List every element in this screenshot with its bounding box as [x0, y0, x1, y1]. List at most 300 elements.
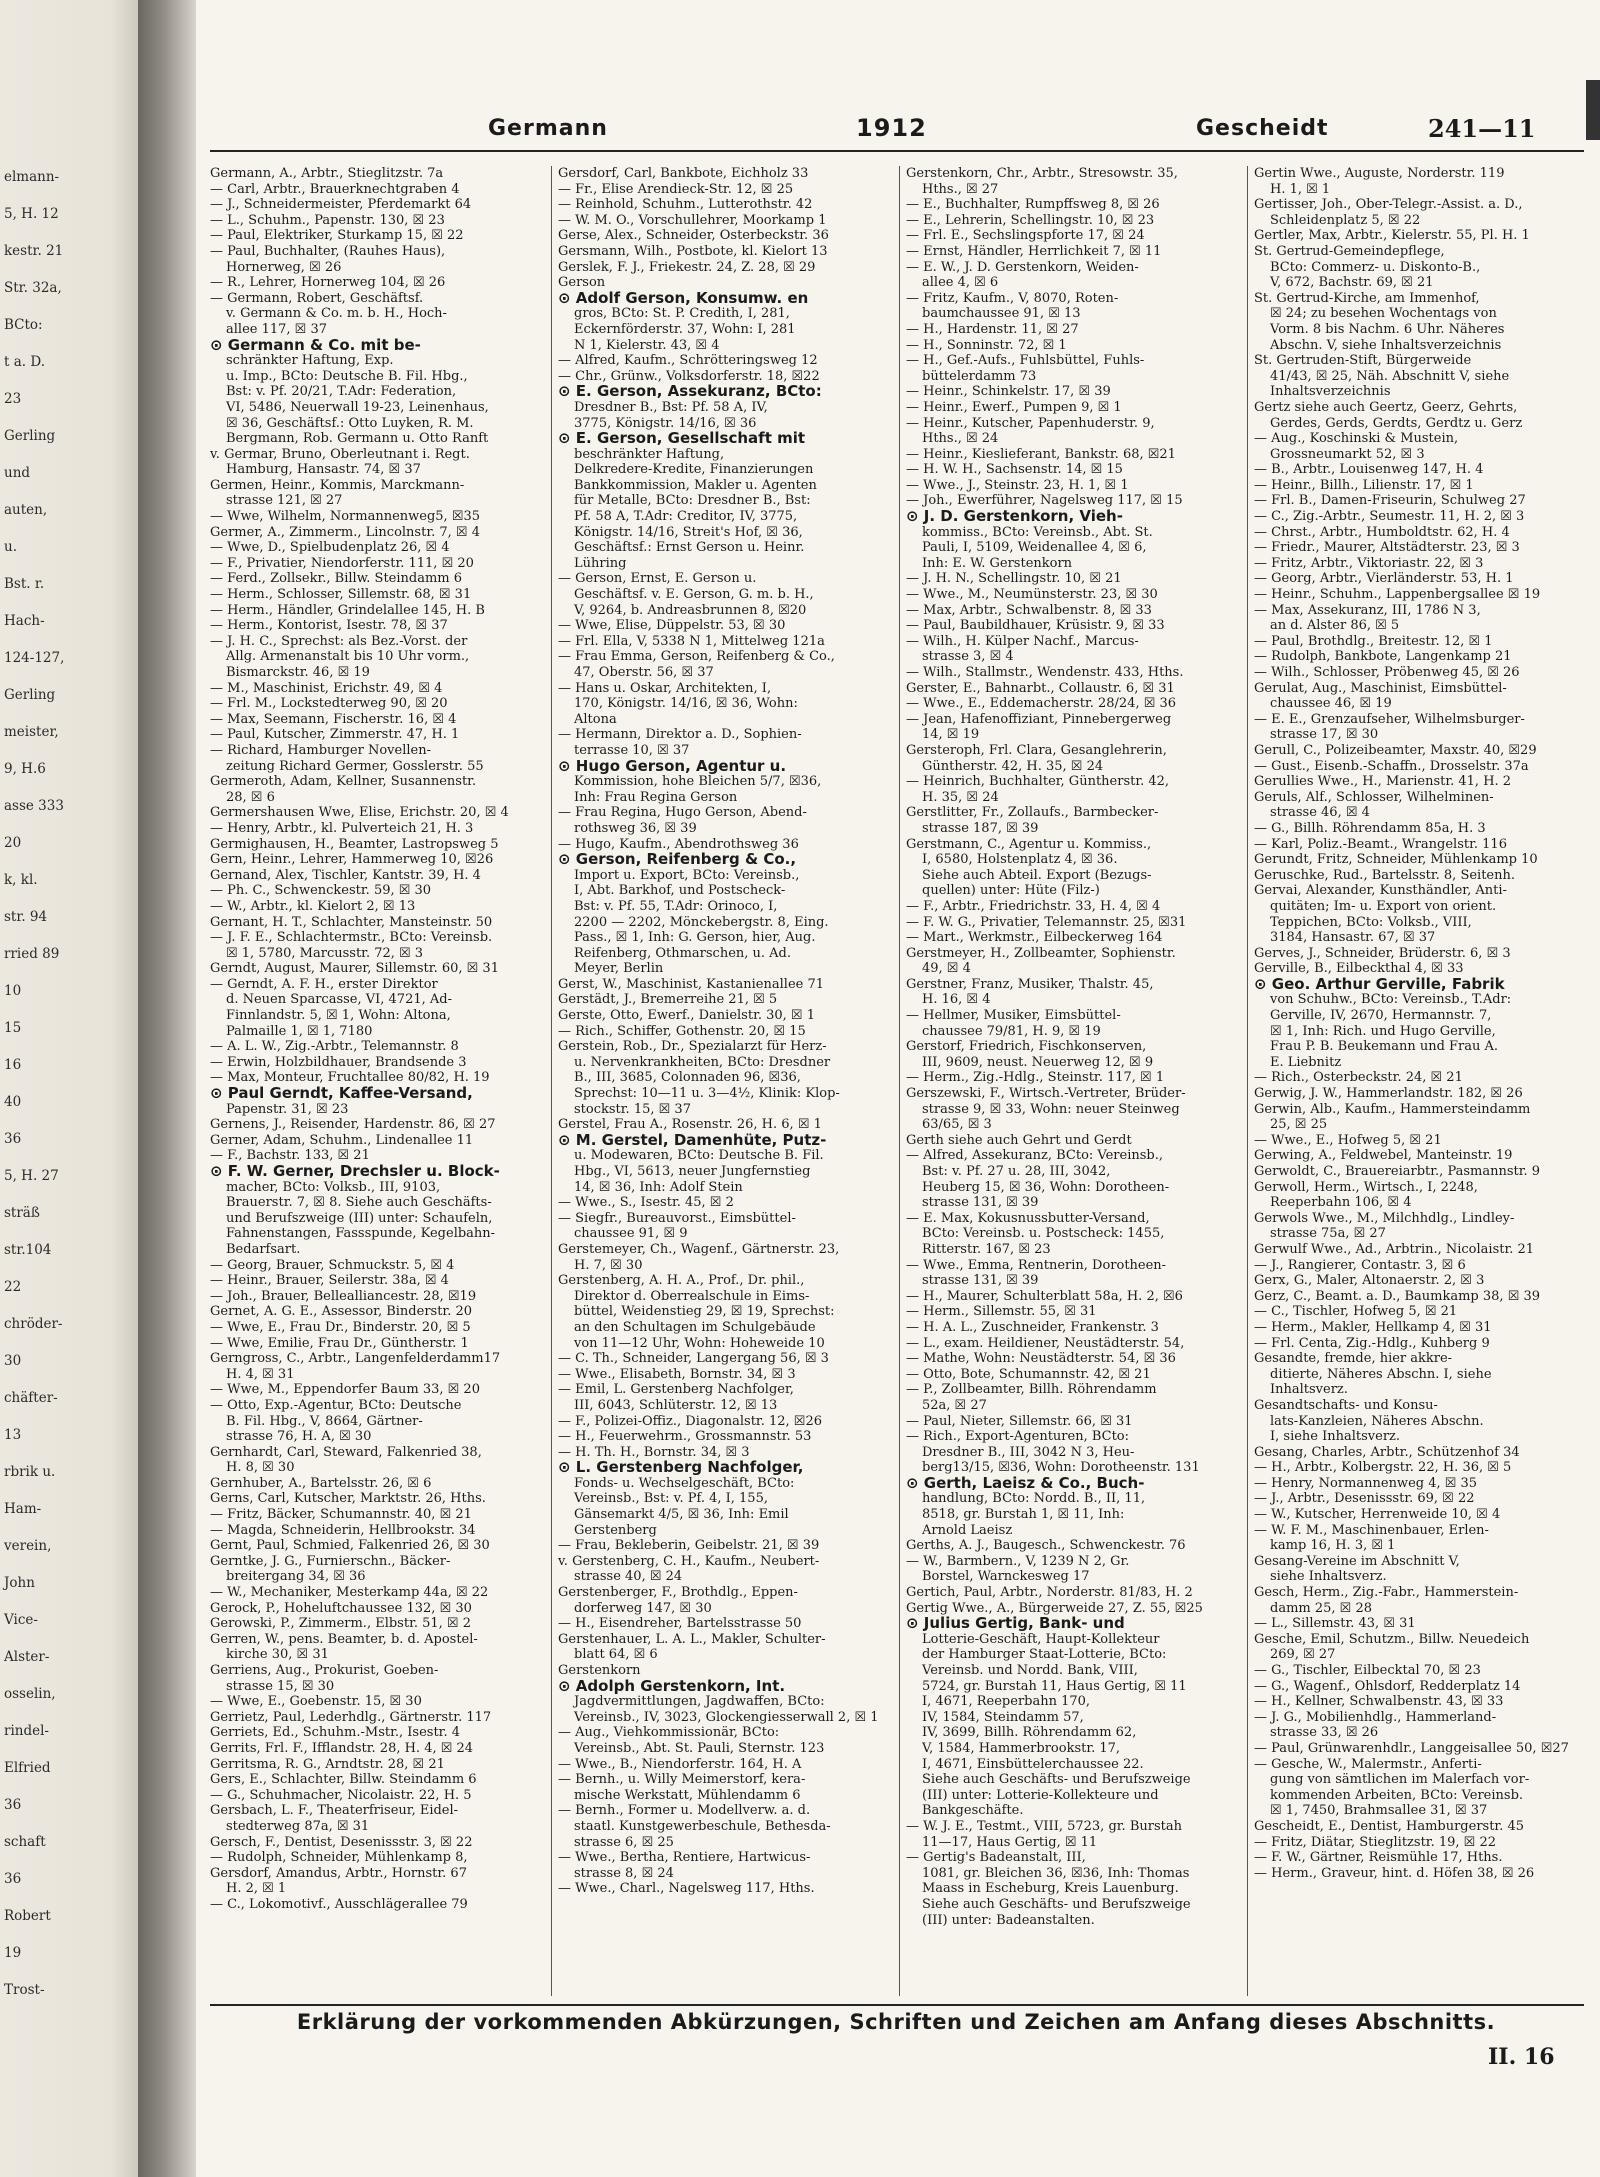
directory-entry: III, 9609, neust. Neuerweg 12, ☒ 9	[922, 1054, 1154, 1070]
directory-entry: strasse 17, ☒ 30	[1270, 727, 1379, 743]
previous-page-fragment: 20	[4, 835, 22, 851]
directory-entry: — Richard, Hamburger Novellen-	[210, 742, 431, 758]
header-rule	[210, 150, 1584, 152]
directory-entry: — Herm., Makler, Hellkamp 4, ☒ 31	[1254, 1319, 1492, 1335]
directory-entry: strasse 131, ☒ 39	[922, 1273, 1039, 1289]
directory-entry: an d. Alster 86, ☒ 5	[1270, 618, 1400, 634]
directory-entry: — Heinr., Ewerf., Pumpen 9, ☒ 1	[906, 399, 1122, 415]
directory-entry: IV, 1584, Steindamm 57,	[922, 1709, 1084, 1725]
directory-entry: Vorm. 8 bis Nachm. 6 Uhr. Näheres	[1270, 321, 1505, 337]
directory-entry: — Frau Emma, Gerson, Reifenberg & Co.,	[558, 649, 835, 665]
previous-page-fragment: rindel-	[4, 1723, 49, 1739]
previous-page-fragment: chröder-	[4, 1316, 63, 1332]
directory-entry: — Rich., Export-Agenturen, BCto:	[906, 1429, 1130, 1445]
directory-entry: — Heinr., Billh., Lilienstr. 17, ☒ 1	[1254, 477, 1474, 493]
column-4	[1254, 166, 1584, 1996]
directory-entry: — Friedr., Maurer, Altstädterstr. 23, ☒ 3	[1254, 540, 1520, 556]
directory-entry: V, 9264, b. Andreasbrunnen 8, ☒20	[574, 602, 807, 618]
directory-entry: — Max, Assekuranz, III, 1786 N 3,	[1254, 602, 1481, 618]
previous-page-fragment: 40	[4, 1094, 22, 1110]
directory-entry: H. 1, ☒ 1	[1270, 181, 1331, 197]
directory-entry: ⊙ E. Gerson, Assekuranz, BCto:	[558, 384, 822, 400]
directory-entry: Gesang, Charles, Arbtr., Schützenhof 34	[1254, 1444, 1520, 1460]
directory-entry: ⊙ M. Gerstel, Damenhüte, Putz-	[558, 1132, 827, 1149]
directory-entry: — Chrst., Arbtr., Humboldtstr. 62, H. 4	[1254, 524, 1510, 540]
directory-entry: — W., Mechaniker, Mesterkamp 44a, ☒ 22	[210, 1585, 489, 1601]
directory-entry: der Hamburger Staat-Lotterie, BCto:	[922, 1647, 1167, 1663]
directory-entry: Gerntke, J. G., Furnierschn., Bäcker-	[210, 1553, 451, 1569]
directory-entry: — Hugo, Kaufm., Abendrothsweg 36	[558, 836, 799, 852]
directory-entry: Gerulat, Aug., Maschinist, Eimsbüttel-	[1254, 680, 1507, 696]
directory-entry: — M., Maschinist, Erichstr. 49, ☒ 4	[210, 680, 443, 696]
directory-entry: an den Schultagen im Schulgebäude	[574, 1319, 816, 1335]
directory-entry: — Gerson, Ernst, E. Gerson u.	[558, 571, 757, 587]
directory-entry: u. Imp., BCto: Deutsche B. Fil. Hbg.,	[226, 368, 468, 384]
directory-entry: ⊙ Paul Gerndt, Kaffee-Versand,	[210, 1086, 473, 1102]
directory-entry: — Hermann, Direktor a. D., Sophien-	[558, 727, 802, 743]
directory-entry: — H., Arbtr., Kolbergstr. 22, H. 36, ☒ 5	[1254, 1460, 1512, 1476]
directory-entry: — Wwe, E., Frau Dr., Binderstr. 20, ☒ 5	[210, 1319, 471, 1335]
directory-entry: Vereinsb., Abt. St. Pauli, Sternstr. 123	[574, 1740, 825, 1756]
directory-entry: Hbg., VI, 5613, neuer Jungfernstieg	[574, 1164, 811, 1179]
directory-entry: Gertin Wwe., Auguste, Norderstr. 119	[1254, 166, 1505, 181]
directory-entry: Bismarckstr. 46, ☒ 19	[226, 665, 370, 680]
directory-entry: — Ernst, Händler, Herrlichkeit 7, ☒ 11	[906, 243, 1162, 259]
directory-entry: Dresdner B., III, 3042 N 3, Heu-	[922, 1444, 1135, 1460]
directory-entry: I, Abt. Barkhof, und Postscheck-	[574, 883, 786, 899]
previous-page-fragment: asse 333	[4, 798, 64, 814]
directory-entry: — Wwe., Emma, Rentnerin, Dorotheen-	[906, 1257, 1167, 1273]
directory-entry: — Rudolph, Schneider, Mühlenkamp 8,	[210, 1850, 468, 1866]
directory-entry: — Wwe., J., Steinstr. 23, H. 1, ☒ 1	[906, 477, 1129, 493]
directory-entry: — Fritz, Arbtr., Viktoriastr. 22, ☒ 3	[1254, 555, 1484, 571]
directory-entry: Dresdner B., Bst: Pf. 58 A, IV,	[574, 399, 768, 415]
directory-entry: — Paul, Elektriker, Sturkamp 15, ☒ 22	[210, 228, 464, 244]
directory-entry: IV, 3699, Billh. Röhrendamm 62,	[922, 1725, 1137, 1741]
directory-entry: baumchaussee 91, ☒ 13	[922, 306, 1081, 322]
directory-entry: 63/65, ☒ 3	[922, 1117, 992, 1133]
previous-page-fragment: John	[4, 1575, 35, 1591]
directory-entry: Gerstein, Rob., Dr., Spezialarzt für Herz-	[558, 1039, 827, 1055]
directory-entry: — Rich., Osterbeckstr. 24, ☒ 21	[1254, 1070, 1463, 1086]
directory-entry: — H., Maurer, Schulterblatt 58a, H. 2, ☒6	[906, 1288, 1183, 1304]
directory-entry: strasse 8, ☒ 24	[574, 1865, 674, 1881]
previous-page-fragment: 36	[4, 1131, 22, 1147]
directory-entry: strasse 131, ☒ 39	[922, 1195, 1039, 1211]
directory-entry: H. 4, ☒ 31	[226, 1366, 295, 1382]
directory-entry: Direktor d. Oberrealschule in Eims-	[574, 1288, 810, 1304]
directory-entry: VI, 5486, Neuerwall 19-23, Leinenhaus,	[226, 399, 489, 415]
directory-entry: — Otto, Exp.-Agentur, BCto: Deutsche	[210, 1397, 462, 1413]
directory-entry: Siehe auch Abteil. Export (Bezugs-	[922, 867, 1152, 883]
directory-entry: Siehe auch Geschäfts- und Berufszweige	[922, 1772, 1191, 1788]
directory-entry: H. 2, ☒ 1	[226, 1881, 287, 1897]
column-3	[906, 166, 1236, 1996]
directory-entry: — Paul, Kutscher, Zimmerstr. 47, H. 1	[210, 727, 460, 743]
directory-entry: — H. Th. H., Bornstr. 34, ☒ 3	[558, 1444, 750, 1460]
previous-page-fragment: 36	[4, 1797, 22, 1813]
directory-entry: Gerste, Otto, Ewerf., Danielstr. 30, ☒ 1	[558, 1008, 815, 1024]
directory-entry: Gerriets, Ed., Schuhm.-Mstr., Isestr. 4	[210, 1725, 460, 1741]
directory-entry: schränkter Haftung, Exp.	[226, 353, 394, 369]
directory-entry: — Aug., Koschinski & Mustein,	[1254, 431, 1459, 447]
directory-entry: Gerslek, F. J., Friekestr. 24, Z. 28, ☒ 29	[558, 259, 816, 275]
directory-entry: Gerstmann, C., Agentur u. Kommiss.,	[906, 836, 1152, 852]
previous-page-fragment: 124-127,	[4, 650, 65, 666]
directory-entry: 49, ☒ 4	[922, 961, 971, 977]
directory-entry: Gerwoll, Herm., Wirtsch., I, 2248,	[1254, 1179, 1478, 1195]
directory-entry: ☒ 36, Geschäftsf.: Otto Luyken, R. M.	[226, 415, 474, 431]
directory-page	[196, 0, 1600, 2177]
directory-entry: — F., Polizei-Offiz., Diagonalstr. 12, ☒26	[558, 1413, 822, 1429]
directory-entry: Gerundt, Fritz, Schneider, Mühlenkamp 10	[1254, 852, 1538, 868]
previous-page-fragment: Vice-	[4, 1612, 38, 1628]
directory-entry: — Heinrich, Buchhalter, Güntherstr. 42,	[906, 774, 1170, 790]
directory-columns	[210, 166, 1584, 1996]
directory-entry: — W. F. M., Maschinenbauer, Erlen-	[1254, 1522, 1489, 1538]
directory-entry: — F. W., Gärtner, Reismühle 17, Hths.	[1254, 1850, 1503, 1866]
directory-entry: — Henry, Normannenweg 4, ☒ 35	[1254, 1475, 1478, 1491]
thumb-tab	[1586, 80, 1600, 140]
previous-page-fragment: k, kl.	[4, 872, 38, 888]
directory-entry: Delkredere-Kredite, Finanzierungen	[574, 462, 814, 478]
directory-entry: Gerstenkorn, Chr., Arbtr., Stresowstr. 35,	[906, 166, 1178, 181]
directory-entry: — Fritz, Kaufm., V, 8070, Roten-	[906, 290, 1119, 306]
directory-entry: Gernhuber, A., Bartelsstr. 26, ☒ 6	[210, 1475, 432, 1491]
directory-entry: Gerstner, Franz, Musiker, Thalstr. 45,	[906, 976, 1154, 992]
directory-entry: ⊙ J. D. Gerstenkorn, Vieh-	[906, 509, 1123, 525]
directory-entry: — Paul, Brothdlg., Breitestr. 12, ☒ 1	[1254, 633, 1493, 649]
directory-entry: Gerrietz, Paul, Lederhdlg., Gärtnerstr. 117	[210, 1709, 492, 1725]
directory-entry: — Alfred, Assekuranz, BCto: Vereinsb.,	[906, 1148, 1163, 1164]
previous-page-fragment: 10	[4, 983, 22, 999]
previous-page-fragment: Robert	[4, 1908, 51, 1924]
directory-entry: — Wwe., Elisabeth, Bornstr. 34, ☒ 3	[558, 1366, 796, 1382]
directory-entry: — Joh., Ewerführer, Nagelsweg 117, ☒ 15	[906, 493, 1183, 509]
directory-entry: Gern, Heinr., Lehrer, Hammerweg 10, ☒26	[210, 852, 494, 868]
directory-entry: — H., Hardenstr. 11, ☒ 27	[906, 321, 1079, 337]
directory-entry: (III) unter: Lotterie-Kollekteure und	[922, 1787, 1159, 1803]
directory-entry: — J. G., Mobilienhdlg., Hammerland-	[1254, 1709, 1497, 1725]
directory-entry: Schleidenplatz 5, ☒ 22	[1270, 212, 1421, 228]
directory-entry: Bst: v. Pf. 20/21, T.Adr: Federation,	[226, 384, 457, 400]
directory-entry: — Chr., Grünw., Volksdorferstr. 18, ☒22	[558, 368, 820, 384]
directory-entry: — H., Sonninstr. 72, ☒ 1	[906, 337, 1067, 353]
directory-entry: — G., Schuhmacher, Nicolaistr. 22, H. 5	[210, 1787, 472, 1803]
directory-entry: gros, BCto: St. P. Credith, I, 281,	[574, 306, 790, 322]
directory-entry: Gernhardt, Carl, Steward, Falkenried 38,	[210, 1444, 482, 1460]
directory-entry: — Fritz, Diätar, Stieglitzstr. 19, ☒ 22	[1254, 1834, 1496, 1850]
directory-entry: Gertisser, Joh., Ober-Telegr.-Assist. a. D.,	[1254, 197, 1523, 213]
directory-entry: H. 16, ☒ 4	[922, 992, 991, 1008]
directory-entry: — Heinr., Schinkelstr. 17, ☒ 39	[906, 384, 1111, 400]
directory-entry: Gerriens, Aug., Prokurist, Goeben-	[210, 1663, 439, 1678]
directory-entry: Gernand, Alex, Tischler, Kantstr. 39, H. 4	[210, 867, 481, 883]
directory-entry: — Max, Seemann, Fischerstr. 16, ☒ 4	[210, 711, 457, 727]
directory-entry: Lotterie-Geschäft, Haupt-Kollekteur	[922, 1631, 1160, 1647]
directory-entry: — Karl, Poliz.-Beamt., Wrangelstr. 116	[1254, 836, 1507, 852]
previous-page-fragment: Elfried	[4, 1760, 51, 1776]
directory-entry: ⊙ Geo. Arthur Gerville, Fabrik	[1254, 976, 1505, 993]
directory-entry: 3775, Königstr. 14/16, ☒ 36	[574, 415, 757, 431]
directory-entry: — E. E., Grenzaufseher, Wilhelmsburger-	[1254, 711, 1525, 727]
directory-entry: — H., Feuerwehrm., Grossmannstr. 53	[558, 1429, 812, 1445]
directory-entry: ☒ 1, 5780, Marcusstr. 72, ☒ 3	[226, 945, 424, 961]
directory-entry: Abschn. V, siehe Inhaltsverzeichnis	[1270, 337, 1502, 353]
directory-entry: Gerullies Wwe., H., Marienstr. 41, H. 2	[1254, 774, 1512, 790]
directory-entry: 269, ☒ 27	[1270, 1647, 1336, 1663]
directory-entry: — Fritz, Bäcker, Schumannstr. 40, ☒ 21	[210, 1507, 472, 1523]
directory-entry: Gerwig, J. W., Hammerlandstr. 182, ☒ 26	[1254, 1086, 1523, 1102]
previous-page-fragment: rbrik u.	[4, 1464, 56, 1480]
directory-entry: Gervai, Alexander, Kunsthändler, Anti-	[1254, 883, 1507, 899]
directory-entry: — Wwe, E., Goebenstr. 15, ☒ 30	[210, 1694, 422, 1710]
directory-entry: Papenstr. 31, ☒ 23	[226, 1101, 349, 1117]
directory-entry: — Carl, Arbtr., Brauerknechtgraben 4	[210, 181, 460, 197]
header-last-name: Gescheidt	[1196, 116, 1329, 141]
directory-entry: Gersbach, L. F., Theaterfriseur, Eidel-	[210, 1803, 459, 1819]
directory-entry: I, 4671, Einsbüttelerchaussee 22.	[922, 1756, 1144, 1772]
directory-entry: Gerstemeyer, Ch., Wagenf., Gärtnerstr. 23,	[558, 1241, 840, 1257]
directory-entry: — Magda, Schneiderin, Hellbrookstr. 34	[210, 1522, 476, 1538]
directory-entry: — F., Privatier, Niendorferstr. 111, ☒ 20	[210, 555, 474, 571]
directory-entry: Palmaille 1, ☒ 1, 7180	[226, 1023, 373, 1039]
directory-entry: — Frl. Ella, V, 5338 N 1, Mittelweg 121a	[558, 633, 825, 649]
directory-entry: Germer, A., Zimmerm., Lincolnstr. 7, ☒ 4	[210, 524, 480, 540]
directory-entry: Gersteroph, Frl. Clara, Gesanglehrerin,	[906, 742, 1167, 758]
previous-page-fragment: Gerling	[4, 428, 56, 444]
directory-entry: — Aug., Viehkommissionär, BCto:	[558, 1725, 780, 1741]
directory-entry: — E., Lehrerin, Schellingstr. 10, ☒ 23	[906, 212, 1155, 228]
previous-page-fragment: rried 89	[4, 946, 60, 962]
directory-entry: — G., Wagenf., Ohlsdorf, Redderplatz 14	[1254, 1678, 1521, 1694]
directory-entry: Borstel, Warnckesweg 17	[922, 1569, 1090, 1585]
column-divider	[551, 166, 552, 1996]
directory-entry: — Frl. M., Lockstedterweg 90, ☒ 20	[210, 696, 448, 712]
directory-entry: — H., Gef.-Aufs., Fuhlsbüttel, Fuhls-	[906, 353, 1145, 369]
directory-entry: Gerstlitter, Fr., Zollaufs., Barmbecker-	[906, 805, 1159, 821]
directory-entry: damm 25, ☒ 28	[1270, 1600, 1372, 1616]
directory-entry: Gertig Wwe., A., Bürgerweide 27, Z. 55, ☒25	[906, 1600, 1203, 1616]
directory-entry: Kommission, hohe Bleichen 5/7, ☒36,	[574, 774, 822, 790]
previous-page-fragment: schaft	[4, 1834, 46, 1850]
directory-entry: — C., Tischler, Hofweg 5, ☒ 21	[1254, 1304, 1458, 1320]
directory-entry: chaussee 46, ☒ 19	[1270, 696, 1392, 712]
directory-entry: siehe Inhaltsverz.	[1270, 1569, 1387, 1585]
directory-entry: — G., Tischler, Eilbecktal 70, ☒ 23	[1254, 1663, 1481, 1678]
directory-entry: Geruschke, Rud., Bartelsstr. 8, Seitenh.	[1254, 867, 1516, 883]
directory-entry: — Hellmer, Musiker, Eimsbüttel-	[906, 1008, 1121, 1024]
directory-entry: Geschäftsf. v. E. Gerson, G. m. b. H.,	[574, 587, 814, 603]
directory-entry: Bergmann, Rob. Germann u. Otto Ranft	[226, 431, 489, 447]
directory-entry: 41/43, ☒ 25, Näh. Abschnitt V, siehe	[1270, 368, 1510, 384]
directory-entry: — Gust., Eisenb.-Schaffn., Drosselstr. 37a	[1254, 758, 1529, 774]
directory-entry: — Wwe., E., Eddemacherstr. 28/24, ☒ 36	[906, 696, 1177, 712]
directory-entry: 170, Königstr. 14/16, ☒ 36, Wohn:	[574, 696, 798, 712]
directory-entry: Gerves, J., Schneider, Brüderstr. 6, ☒ 3	[1254, 945, 1511, 961]
directory-entry: B. Fil. Hbg., V, 8664, Gärtner-	[226, 1413, 423, 1429]
header-page-number: 241—11	[1428, 114, 1536, 143]
directory-entry: — Wilh., Schlosser, Pröbenweg 45, ☒ 26	[1254, 665, 1520, 680]
directory-entry: Maass in Escheburg, Kreis Lauenburg.	[922, 1881, 1179, 1897]
previous-page-fragment: kestr. 21	[4, 243, 64, 259]
directory-entry: Gerst, W., Maschinist, Kastanienallee 71	[558, 976, 825, 992]
directory-entry: Gerz, C., Beamt. a. D., Baumkamp 38, ☒ 39	[1254, 1288, 1541, 1304]
directory-entry: Bankkommission, Makler u. Agenten	[574, 477, 817, 493]
directory-entry: Gertler, Max, Arbtr., Kielerstr. 55, Pl. H. 1	[1254, 228, 1530, 244]
directory-entry: — Germann, Robert, Geschäftsf.	[210, 290, 424, 306]
directory-entry: Inhaltsverzeichnis	[1270, 384, 1391, 400]
directory-entry: Gerwulf Wwe., Ad., Arbtrin., Nicolaistr. 21	[1254, 1241, 1535, 1257]
directory-entry: allee 4, ☒ 6	[922, 275, 999, 291]
column-divider	[1247, 166, 1248, 1996]
directory-entry: — Paul, Nieter, Sillemstr. 66, ☒ 31	[906, 1413, 1133, 1429]
directory-entry: — E. W., J. D. Gerstenkorn, Weiden-	[906, 259, 1139, 275]
directory-entry: III, 6043, Schlüterstr. 12, ☒ 13	[574, 1397, 778, 1413]
directory-entry: — C., Lokomotivf., Ausschlägerallee 79	[210, 1896, 468, 1912]
previous-page-fragment: Hach-	[4, 613, 45, 629]
directory-entry: ⊙ Hugo Gerson, Agentur u.	[558, 758, 787, 775]
previous-page-fragment: verein,	[4, 1538, 52, 1554]
directory-entry: — Joh., Brauer, Bellealliancestr. 28, ☒19	[210, 1288, 477, 1304]
directory-entry: 47, Oberstr. 56, ☒ 37	[574, 665, 714, 680]
directory-entry: St. Gertruden-Stift, Bürgerweide	[1254, 353, 1472, 369]
directory-entry: Gerstenberger, F., Brothdlg., Eppen-	[558, 1585, 798, 1601]
directory-entry: Gerstenberg	[574, 1522, 657, 1538]
directory-entry: 1081, gr. Bleichen 36, ☒36, Inh: Thomas	[922, 1865, 1190, 1881]
directory-entry: — H. W. H., Sachsenstr. 14, ☒ 15	[906, 462, 1123, 478]
directory-entry: Gerren, W., pens. Beamter, b. d. Apostel-	[210, 1631, 478, 1647]
directory-entry: — Henry, Arbtr., kl. Pulverteich 21, H. 3	[210, 820, 474, 836]
directory-entry: für Metalle, BCto: Dresdner B., Bst:	[574, 493, 811, 509]
directory-entry: büttel, Weidenstieg 29, ☒ 19, Sprechst:	[574, 1304, 835, 1320]
directory-entry: — W., Arbtr., kl. Kielort 2, ☒ 13	[210, 898, 416, 914]
previous-page-fragment: BCto:	[4, 317, 43, 333]
directory-entry: — W., Kutscher, Herrenweide 10, ☒ 4	[1254, 1507, 1501, 1523]
previous-page-fragment: str. 94	[4, 909, 48, 925]
directory-entry: v. Gerstenberg, C. H., Kaufm., Neubert-	[558, 1553, 820, 1569]
directory-entry: 3184, Hansastr. 67, ☒ 37	[1270, 930, 1436, 946]
column-1	[210, 166, 540, 1996]
directory-entry: strasse 76, H. A, ☒ 30	[226, 1429, 372, 1445]
previous-page-fragment: Alster-	[4, 1649, 50, 1665]
previous-page-fragment: 19	[4, 1945, 22, 1961]
directory-entry: — A. L. W., Zig.-Arbtr., Telemannstr. 8	[210, 1039, 459, 1055]
directory-entry: — Max, Monteur, Fruchtallee 80/82, H. 19	[210, 1070, 490, 1086]
directory-entry: V, 672, Bachstr. 69, ☒ 21	[1270, 275, 1434, 291]
directory-entry: — Herm., Händler, Grindelallee 145, H. B	[210, 602, 485, 618]
directory-entry: ⊙ Julius Gertig, Bank- und	[906, 1616, 1125, 1632]
directory-entry: ⊙ Gerson, Reifenberg & Co.,	[558, 852, 797, 868]
previous-page-fragment: auten,	[4, 502, 48, 518]
directory-entry: Gernet, A. G. E., Assessor, Binderstr. 20	[210, 1304, 473, 1320]
page-header	[196, 112, 1600, 148]
directory-entry: Allg. Armenanstalt bis 10 Uhr vorm.,	[226, 649, 470, 665]
directory-entry: 25, ☒ 25	[1270, 1117, 1328, 1133]
directory-entry: — Gertig's Badeanstalt, III,	[906, 1850, 1086, 1866]
directory-entry: — H., Kellner, Schwalbenstr. 43, ☒ 33	[1254, 1694, 1504, 1710]
directory-entry: (III) unter: Badeanstalten.	[922, 1912, 1095, 1928]
directory-entry: Teppichen, BCto: Volksb., VIII,	[1270, 914, 1472, 930]
directory-entry: Hths., ☒ 27	[922, 181, 999, 197]
directory-entry: 8518, gr. Burstah 1, ☒ 11, Inh:	[922, 1507, 1125, 1523]
previous-page-fragment: und	[4, 465, 31, 481]
directory-entry: dorferweg 147, ☒ 30	[574, 1600, 712, 1616]
directory-entry: Inh: E. W. Gerstenkorn	[922, 555, 1073, 571]
directory-entry: Gersdorf, Amandus, Arbtr., Hornstr. 67	[210, 1865, 467, 1881]
directory-entry: Pass., ☒ 1, Inh: G. Gerson, hier, Aug.	[574, 930, 816, 946]
directory-entry: und Berufszweige (III) unter: Schaufeln,	[226, 1210, 493, 1226]
directory-entry: stockstr. 15, ☒ 37	[574, 1101, 691, 1117]
directory-entry: Bst: v. Pf. 27 u. 28, III, 3042,	[922, 1164, 1111, 1179]
directory-entry: ⊙ Adolph Gerstenkorn, Int.	[558, 1678, 786, 1695]
directory-entry: u. Nervenkrankheiten, BCto: Dresdner	[574, 1054, 831, 1070]
directory-entry: Gerwoldt, C., Brauereiarbtr., Pasmannstr. 9	[1254, 1164, 1541, 1179]
directory-entry: Gänsemarkt 4/5, ☒ 36, Inh: Emil	[574, 1507, 789, 1523]
previous-page-fragment: 5, H. 27	[4, 1168, 59, 1184]
previous-page-fragment: Trost-	[4, 1982, 45, 1998]
directory-entry: Frau P. B. Beukemann und Frau A.	[1270, 1039, 1499, 1055]
directory-entry: strasse 6, ☒ 25	[574, 1834, 674, 1850]
previous-page-fragment: t a. D.	[4, 354, 45, 370]
directory-entry: ⊙ Adolf Gerson, Konsumw. en	[558, 290, 809, 307]
directory-entry: Königstr. 14/16, Streit's Hof, ☒ 36,	[574, 524, 803, 540]
directory-entry: St. Gertrud-Kirche, am Immenhof,	[1254, 290, 1480, 306]
directory-entry: — E. Max, Kokusnussbutter-Versand,	[906, 1210, 1150, 1226]
directory-entry: ☒ 1, Inh: Rich. und Hugo Gerville,	[1270, 1023, 1496, 1039]
directory-entry: 14, ☒ 19	[922, 727, 980, 743]
previous-page-fragment: 13	[4, 1427, 22, 1443]
directory-entry: allee 117, ☒ 37	[226, 321, 327, 337]
book-gutter	[138, 0, 196, 2177]
directory-entry: Gerns, Carl, Kutscher, Marktstr. 26, Hths.	[210, 1491, 486, 1507]
directory-entry: Gesandte, fremde, hier akkre-	[1254, 1351, 1453, 1367]
footer-page-mark: II. 16	[1488, 2044, 1555, 2070]
directory-entry: Lühring	[574, 555, 627, 571]
directory-entry: H. 8, ☒ 30	[226, 1460, 295, 1476]
directory-entry: — Wwe., E., Hofweg 5, ☒ 21	[1254, 1132, 1442, 1148]
directory-entry: kommiss., BCto: Vereinsb., Abt. St.	[922, 524, 1153, 540]
directory-entry: Bankgeschäfte.	[922, 1803, 1024, 1819]
directory-entry: strasse 121, ☒ 27	[226, 493, 343, 509]
directory-entry: — J., Arbtr., Desenissstr. 69, ☒ 22	[1254, 1491, 1475, 1507]
directory-entry: — Wwe., Charl., Nagelsweg 117, Hths.	[558, 1881, 815, 1897]
directory-entry: Reifenberg, Othmarschen, u. Ad.	[574, 945, 792, 961]
directory-entry: Reeperbahn 106, ☒ 4	[1270, 1195, 1412, 1211]
directory-entry: — Herm., Schlosser, Sillemstr. 68, ☒ 31	[210, 587, 472, 603]
directory-entry: — Paul, Baubildhauer, Krüsistr. 9, ☒ 33	[906, 618, 1165, 634]
directory-entry: terrasse 10, ☒ 37	[574, 742, 690, 758]
directory-entry: 14, ☒ 36, Inh: Adolf Stein	[574, 1179, 743, 1195]
directory-entry: strasse 40, ☒ 24	[574, 1569, 683, 1585]
directory-entry: — Wilh., H. Külper Nachf., Marcus-	[906, 633, 1139, 649]
directory-entry: Gerdes, Gerds, Gerdts, Gerdtz u. Gerz	[1270, 415, 1523, 431]
directory-entry: quitäten; Im- u. Export von orient.	[1270, 898, 1497, 914]
directory-entry: — Hans u. Oskar, Architekten, I,	[558, 680, 772, 696]
directory-entry: H. 35, ☒ 24	[922, 789, 999, 805]
directory-entry: — Paul, Buchhalter, (Rauhes Haus),	[210, 243, 446, 259]
directory-entry: Heuberg 15, ☒ 36, Wohn: Dorotheen-	[922, 1179, 1170, 1195]
directory-entry: — L., exam. Heildiener, Neustädterstr. 54,	[906, 1335, 1185, 1351]
previous-page-fragment: 30	[4, 1353, 22, 1369]
directory-entry: Gesandtschafts- und Konsu-	[1254, 1397, 1438, 1413]
directory-entry: strasse 75a, ☒ 27	[1270, 1226, 1386, 1242]
directory-entry: quellen) unter: Hüte (Filz-)	[922, 883, 1100, 899]
previous-page-fragment: elmann-	[4, 169, 60, 185]
directory-entry: I, siehe Inhaltsverz.	[1270, 1429, 1401, 1445]
directory-entry: — Rudolph, Bankbote, Langenkamp 21	[1254, 649, 1512, 665]
directory-entry: — Heinr., Brauer, Seilerstr. 38a, ☒ 4	[210, 1273, 449, 1289]
